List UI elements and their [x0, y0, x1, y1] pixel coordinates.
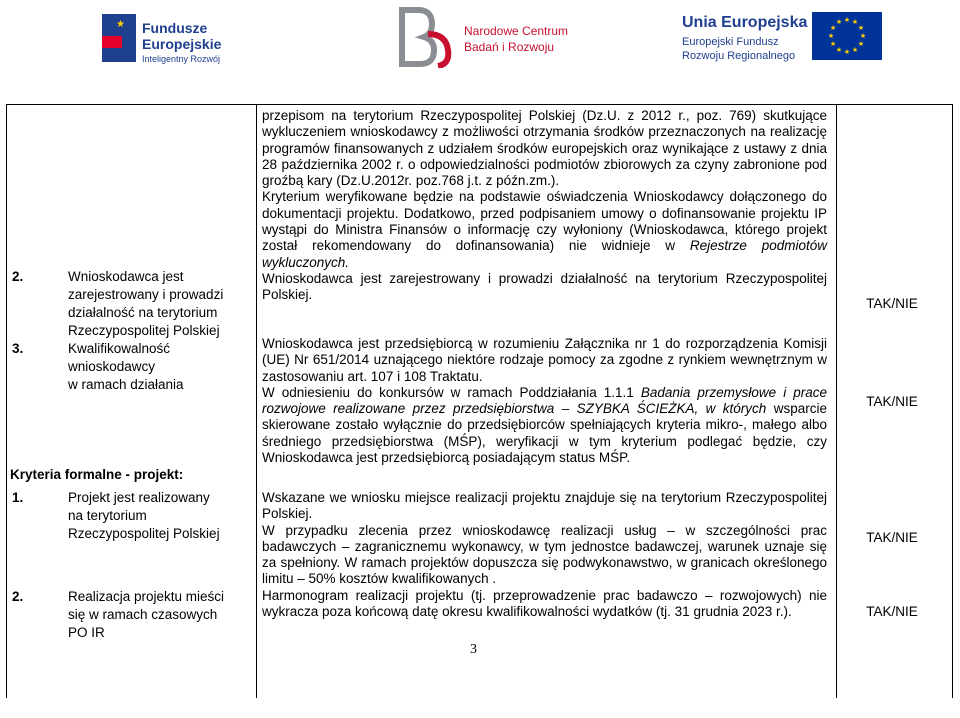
- criterion-2-line: zarejestrowany i prowadzi: [68, 287, 224, 302]
- project-criterion-1-line: Projekt jest realizowany: [68, 490, 210, 505]
- ncbr-mark-icon: [398, 4, 454, 68]
- criterion-2-label: [68, 268, 223, 340]
- paragraph: W przypadku zlecenia przez wnioskodawcę realizacji usług – w szczególności prac badawczych – zagranicznemu wykonawcy, w tym jednostce badawczej, warunek uznaje się za spełniony. W ramach projektów dopuszcza się podwykonawstwo, w granicach określonego limitu – 50% kosztów kwalifikowanych .: [262, 522, 827, 587]
- svg-text:★: ★: [835, 18, 843, 26]
- fe-title-1: Fundusze: [142, 20, 208, 36]
- page-number: 3: [470, 642, 477, 657]
- ue-subtitle-1: Europejski Fundusz: [682, 36, 779, 48]
- paragraph: przepisom na terytorium Rzeczypospolitej Polskiej (Dz.U. z 2012 r., poz. 769) skutkujące wykluczeniem wnioskodawcy z możliwości otrzymania środków przeznaczonych na realizację programów finansowanych z udziałem środków europejskich oraz wynikające z ustawy z dnia 28 października 2002 r. o odpowiedzialności podmiotów zbiorowych za czyny zabronione pod groźbą kary (Dz.U.2012r. poz.768 j.t. z późn.zm.).: [262, 108, 827, 189]
- project-criterion-2-line: Realizacja projektu mieści: [68, 589, 225, 604]
- text-span: wsparcie skierowane zostało wyłącznie do przedsiębiorców spełniających kryteria mikro-, małego albo średniego przedsiębiorstwa (MŚP), weryfikacji w tym kryterium podlegać będzie, czy Wnioskodawca jest przedsiębiorcą posiadającym status MŚP.: [262, 401, 827, 466]
- project-criterion-2-line: PO IR: [68, 625, 105, 640]
- paragraph: Wnioskodawca jest przedsiębiorcą w rozumieniu Załącznika nr 1 do rozporządzenia Komisji (UE) Nr 651/2014 uznającego niektóre rodzaje pomocy za zgodne z rynkiem wewnętrznym w zastosowaniu art. 107 i 108 Traktatu.: [262, 336, 827, 384]
- criterion-3-label: [68, 340, 184, 394]
- assessment-value: TAK/NIE: [866, 604, 918, 619]
- criterion-2-line: działalność na terytorium: [68, 305, 218, 320]
- text-span: Dodatkowo, przed podpisaniem umowy o dofinansowanie projektu IP wystąpi do Ministra Finansów o informację czy wyłoniony (Wnioskodawca, którego projekt został rekomendowany do dofinansowania) nie widnieje w: [262, 205, 827, 254]
- svg-text:★: ★: [857, 40, 865, 48]
- criterion-2-number: 2.: [12, 269, 24, 284]
- ncbr-logo: [398, 2, 568, 72]
- fundusze-europejskie-logo: [102, 12, 242, 68]
- italic-text: Badania przemysłowe i prace rozwojowe realizowane przez przedsiębiorstwa – SZYBKA ŚCIEŻKA, w których: [262, 384, 827, 417]
- criterion-2-description: [262, 271, 827, 304]
- svg-text:★: ★: [859, 32, 867, 40]
- table-border-left: [6, 104, 7, 698]
- project-criterion-2-description: [262, 588, 827, 621]
- svg-text:★: ★: [857, 24, 865, 32]
- criterion-3-line: Kwalifikowalność: [68, 341, 171, 356]
- svg-text:★: ★: [851, 18, 859, 26]
- assessment-value: TAK/NIE: [866, 296, 918, 311]
- svg-text:★: ★: [829, 40, 837, 48]
- ue-title: Unia Europejska: [682, 14, 808, 31]
- section-title: Kryteria formalne - projekt:: [10, 467, 184, 482]
- svg-text:★: ★: [843, 48, 851, 56]
- svg-text:★: ★: [843, 16, 851, 24]
- project-criterion-1-number: 1.: [12, 490, 24, 505]
- header-logos: [0, 0, 960, 80]
- project-criterion-1-line: na terytorium: [68, 508, 147, 523]
- ncbr-title-1: Narodowe Centrum: [464, 24, 569, 38]
- fe-title-2: Europejskie: [142, 36, 222, 52]
- project-criterion-2-label: [68, 588, 224, 642]
- paragraph: [262, 189, 827, 270]
- project-criterion-1-description: [262, 490, 827, 588]
- fe-subtitle: Inteligentny Rozwój: [142, 54, 221, 64]
- unia-europejska-logo: [682, 12, 882, 70]
- svg-text:★: ★: [851, 46, 859, 54]
- assessment-value: TAK/NIE: [866, 530, 918, 545]
- criterion-3-line: wnioskodawcy: [68, 359, 156, 374]
- svg-text:★: ★: [829, 24, 837, 32]
- svg-text:★: ★: [827, 32, 835, 40]
- table-divider-2: [836, 104, 837, 698]
- table-border-right: [952, 104, 953, 698]
- criterion-2-line: Wnioskodawca jest: [68, 269, 184, 284]
- fe-flag-icon: ★: [102, 14, 136, 62]
- project-criterion-1-line: Rzeczypospolitej Polskiej: [68, 526, 220, 541]
- text-span: Kryterium weryfikowane będzie na podstawie oświadczenia Wnioskodawcy dołączonego do dokumentacji projektu.: [262, 189, 827, 221]
- paragraph: Wskazane we wniosku miejsce realizacji projektu znajduje się na terytorium Rzeczypospolitej Polskiej.: [262, 490, 827, 522]
- paragraph: Harmonogram realizacji projektu (tj. przeprowadzenie prac badawczo – rozwojowych) nie wykracza poza końcową datę okresu kwalifikowalności wydatków (tj. 31 grudnia 2023 r.).: [262, 588, 827, 620]
- criterion-1-description: [262, 108, 827, 271]
- project-criterion-2-number: 2.: [12, 589, 24, 604]
- project-criterion-1-label: [68, 489, 220, 543]
- italic-text: Rejestrze podmiotów wykluczonych.: [262, 238, 827, 270]
- project-criterion-2-line: się w ramach czasowych: [68, 607, 218, 622]
- criterion-2-line: Rzeczypospolitej Polskiej: [68, 323, 220, 338]
- table-divider-1: [256, 104, 257, 698]
- eu-flag-icon: [812, 12, 882, 60]
- ue-subtitle-2: Rozwoju Regionalnego: [682, 50, 796, 62]
- paragraph: [262, 385, 827, 466]
- ncbr-title-2: Badań i Rozwoju: [464, 40, 555, 54]
- criterion-3-number: 3.: [12, 341, 24, 356]
- svg-text:★: ★: [835, 46, 843, 54]
- criterion-3-line: w ramach działania: [68, 377, 184, 392]
- table-top-border: [6, 104, 952, 105]
- paragraph: Wnioskodawca jest zarejestrowany i prowadzi działalność na terytorium Rzeczypospolitej Polskiej.: [262, 271, 827, 303]
- criterion-3-description: [262, 336, 827, 466]
- text-span: W odniesieniu do konkursów w ramach Poddziałania 1.1.1: [262, 384, 634, 400]
- assessment-value: TAK/NIE: [866, 394, 918, 409]
